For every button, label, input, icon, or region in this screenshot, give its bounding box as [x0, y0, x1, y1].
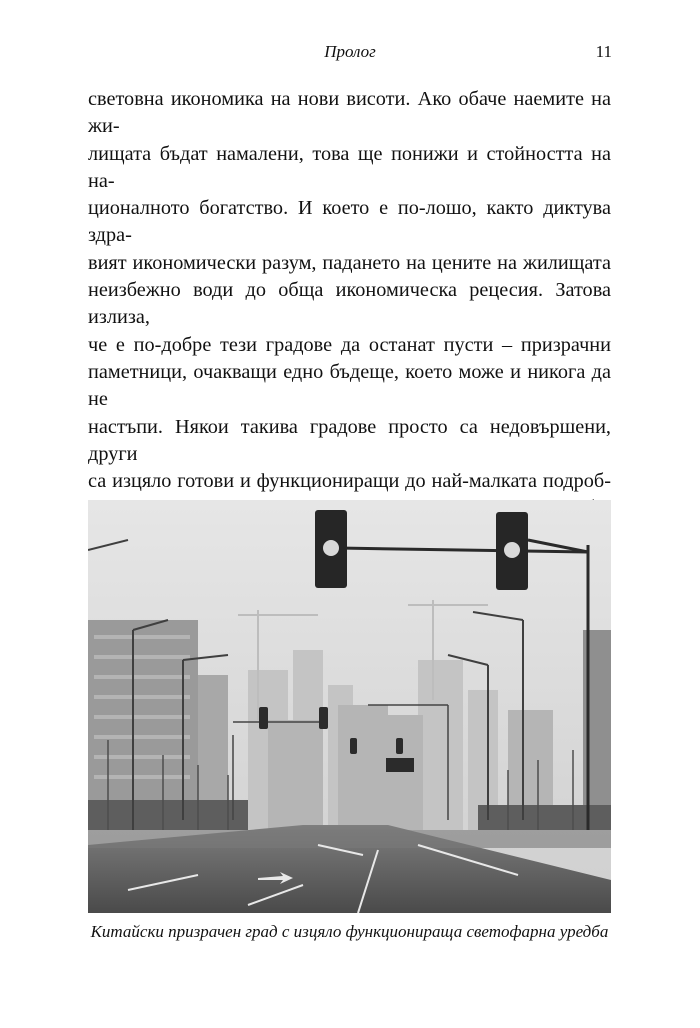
text-line: ционалното богатство. И което е по-лошо, както диктува здра-: [88, 197, 611, 247]
text-line: че е по-добре тези градове да останат пусти – призрачни: [88, 333, 611, 356]
figure-caption: Китайски призрачен град с изцяло функционираща светофарна уредба: [90, 922, 609, 941]
text-line: вият икономически разум, падането на цените на жилищата: [88, 251, 611, 274]
text-line: световна икономика на нови висоти. Ако обаче наемите на жи-: [88, 88, 611, 138]
page-number: 11: [595, 42, 612, 61]
text-line: са изцяло готови и функциониращи до най-малката подроб-: [88, 470, 611, 493]
text-line: неизбежно води до обща икономическа рецесия. Затова излиза,: [88, 279, 611, 329]
figure-photo: [88, 500, 611, 913]
text-line: паметници, очакващи едно бъдеще, което може и никога да не: [88, 360, 611, 411]
text-line: лищата бъдат намалени, това ще понижи и стойността на на-: [88, 142, 611, 192]
running-head: [0, 40, 700, 64]
text-line: настъпи. Някои такива градове просто са недовършени, други: [88, 415, 611, 465]
ghost-city-street-image: [88, 500, 611, 913]
running-title: Пролог: [324, 42, 376, 61]
